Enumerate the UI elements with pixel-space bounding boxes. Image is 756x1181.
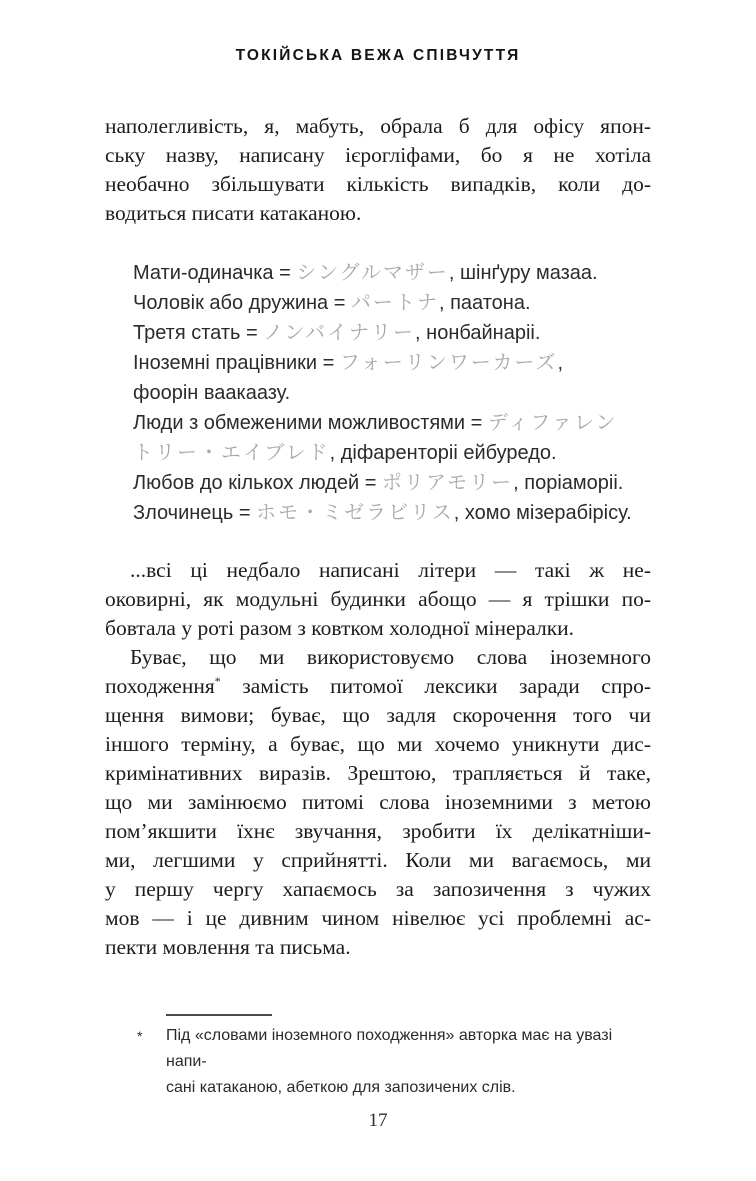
text-segment: , хомо мізерабірісу.: [453, 502, 632, 524]
text-line: [133, 318, 651, 348]
paragraph: [105, 112, 651, 228]
text-line: [105, 701, 651, 730]
text-line: [133, 258, 651, 288]
text-line: [105, 817, 651, 846]
text-segment: , паатона.: [438, 292, 531, 314]
katakana-text: ポリアモリー: [381, 472, 514, 494]
footnote-marker: *: [137, 1028, 143, 1044]
text-line: [105, 141, 651, 170]
text-segment: Буває, що ми використовуємо слова іноземного: [130, 645, 651, 669]
katakana-text: ディファレン: [487, 412, 618, 434]
footnote-body: [105, 1023, 651, 1101]
text-segment: , шінґуру мазаа.: [448, 262, 598, 284]
text-line: [105, 759, 651, 788]
text-segment: , нонбайнаріі.: [415, 322, 541, 344]
text-line: [105, 672, 651, 701]
text-segment: мов — і це дивним чином нівелює усі проблемні ас-: [105, 906, 651, 930]
paragraph: [105, 643, 651, 962]
text-segment: ,: [557, 352, 564, 374]
text-segment: бовтала у роті разом з ковтком холодної мінералки.: [105, 616, 575, 640]
text-segment: сані катаканою, абеткою для запозичених слів.: [166, 1079, 516, 1096]
text-segment: Злочинець =: [133, 502, 257, 524]
text-segment: пом’якшити їхнє звучання, зробити їх делікатніши-: [105, 819, 651, 843]
katakana-text: シングルマザー: [296, 262, 449, 284]
text-segment: Чоловік або дружина =: [133, 292, 351, 314]
katakana-text: ノンバイナリー: [263, 322, 416, 344]
katakana-text: トリー・エイブレド: [133, 442, 330, 464]
text-segment: пекти мовлення та письма.: [105, 935, 351, 959]
text-line: [133, 408, 651, 438]
text-segment: у першу чергу хапаємось за запозичення з чужих: [105, 877, 651, 901]
text-line: [133, 468, 651, 498]
text-segment: , поріаморіі.: [513, 472, 624, 494]
text-line: [166, 1075, 651, 1101]
text-segment: що ми замінюємо питомі слова іноземними з метою: [105, 790, 651, 814]
text-line: [105, 614, 651, 643]
text-line: [105, 199, 651, 228]
katakana-text: フォーリンワーカーズ: [339, 352, 558, 374]
katakana-text: パートナ: [350, 292, 439, 314]
text-segment: Третя стать =: [133, 322, 264, 344]
text-segment: , діфаренторіі ейбуредо.: [329, 442, 557, 464]
text-line: [133, 438, 651, 468]
text-segment: Іноземні працівники =: [133, 352, 340, 374]
text-segment: Під «словами іноземного походження» авторка має на увазі напи-: [166, 1027, 613, 1070]
text-segment: оковирні, як модульні будинки абощо — я трішки по-: [105, 587, 651, 611]
text-line: [105, 730, 651, 759]
text-segment: ...всі ці недбало написані літери — такі ж не-: [130, 558, 651, 582]
text-line: [105, 788, 651, 817]
text-segment: Мати-одиначка =: [133, 262, 297, 284]
page-content: [105, 112, 651, 962]
paragraph: [105, 556, 651, 643]
footnote-divider: [166, 1014, 272, 1016]
text-line: [105, 933, 651, 962]
text-segment: водиться писати катаканою.: [105, 201, 362, 225]
text-line: [133, 348, 651, 378]
text-line: [133, 498, 651, 528]
text-line: [105, 170, 651, 199]
text-segment: іншого терміну, а буває, що ми хочемо уникнути дис-: [105, 732, 651, 756]
running-header: ТОКІЙСЬКА ВЕЖА СПІВЧУТТЯ: [235, 47, 521, 64]
footnote: [105, 1014, 651, 1101]
footnote-reference-mark: *: [214, 673, 221, 688]
text-line: [105, 846, 651, 875]
page-number: 17: [368, 1110, 388, 1131]
text-segment: щення вимови; буває, що задля скорочення того чи: [105, 703, 651, 727]
text-segment: ми, легшими у сприйнятті. Коли ми вагаємось, ми: [105, 848, 651, 872]
text-segment: необачно збільшувати кількість випадків, коли до-: [105, 172, 651, 196]
text-segment: замість питомої лексики заради спро-: [220, 674, 651, 698]
text-segment: походження: [105, 674, 215, 698]
text-segment: ську назву, написану ієрогліфами, бо я не хотіла: [105, 143, 651, 167]
text-line: [105, 556, 651, 585]
text-segment: Люди з обмеженими можливостями =: [133, 412, 488, 434]
katakana-glossary-list: [133, 258, 651, 528]
text-line: [166, 1023, 651, 1075]
text-line: [133, 288, 651, 318]
text-line: [105, 585, 651, 614]
text-line: [105, 875, 651, 904]
text-line: [105, 904, 651, 933]
text-line: [133, 378, 651, 408]
text-segment: фоорін ваакаазу.: [133, 382, 291, 404]
text-line: [105, 112, 651, 141]
katakana-text: ホモ・ミゼラビリス: [256, 502, 454, 524]
text-segment: Любов до кількох людей =: [133, 472, 382, 494]
text-segment: кримінативних виразів. Зрештою, трапляється й таке,: [105, 761, 651, 785]
text-line: [105, 643, 651, 672]
text-segment: наполегливість, я, мабуть, обрала б для офісу япон-: [105, 114, 651, 138]
footnote-text: [166, 1023, 651, 1101]
